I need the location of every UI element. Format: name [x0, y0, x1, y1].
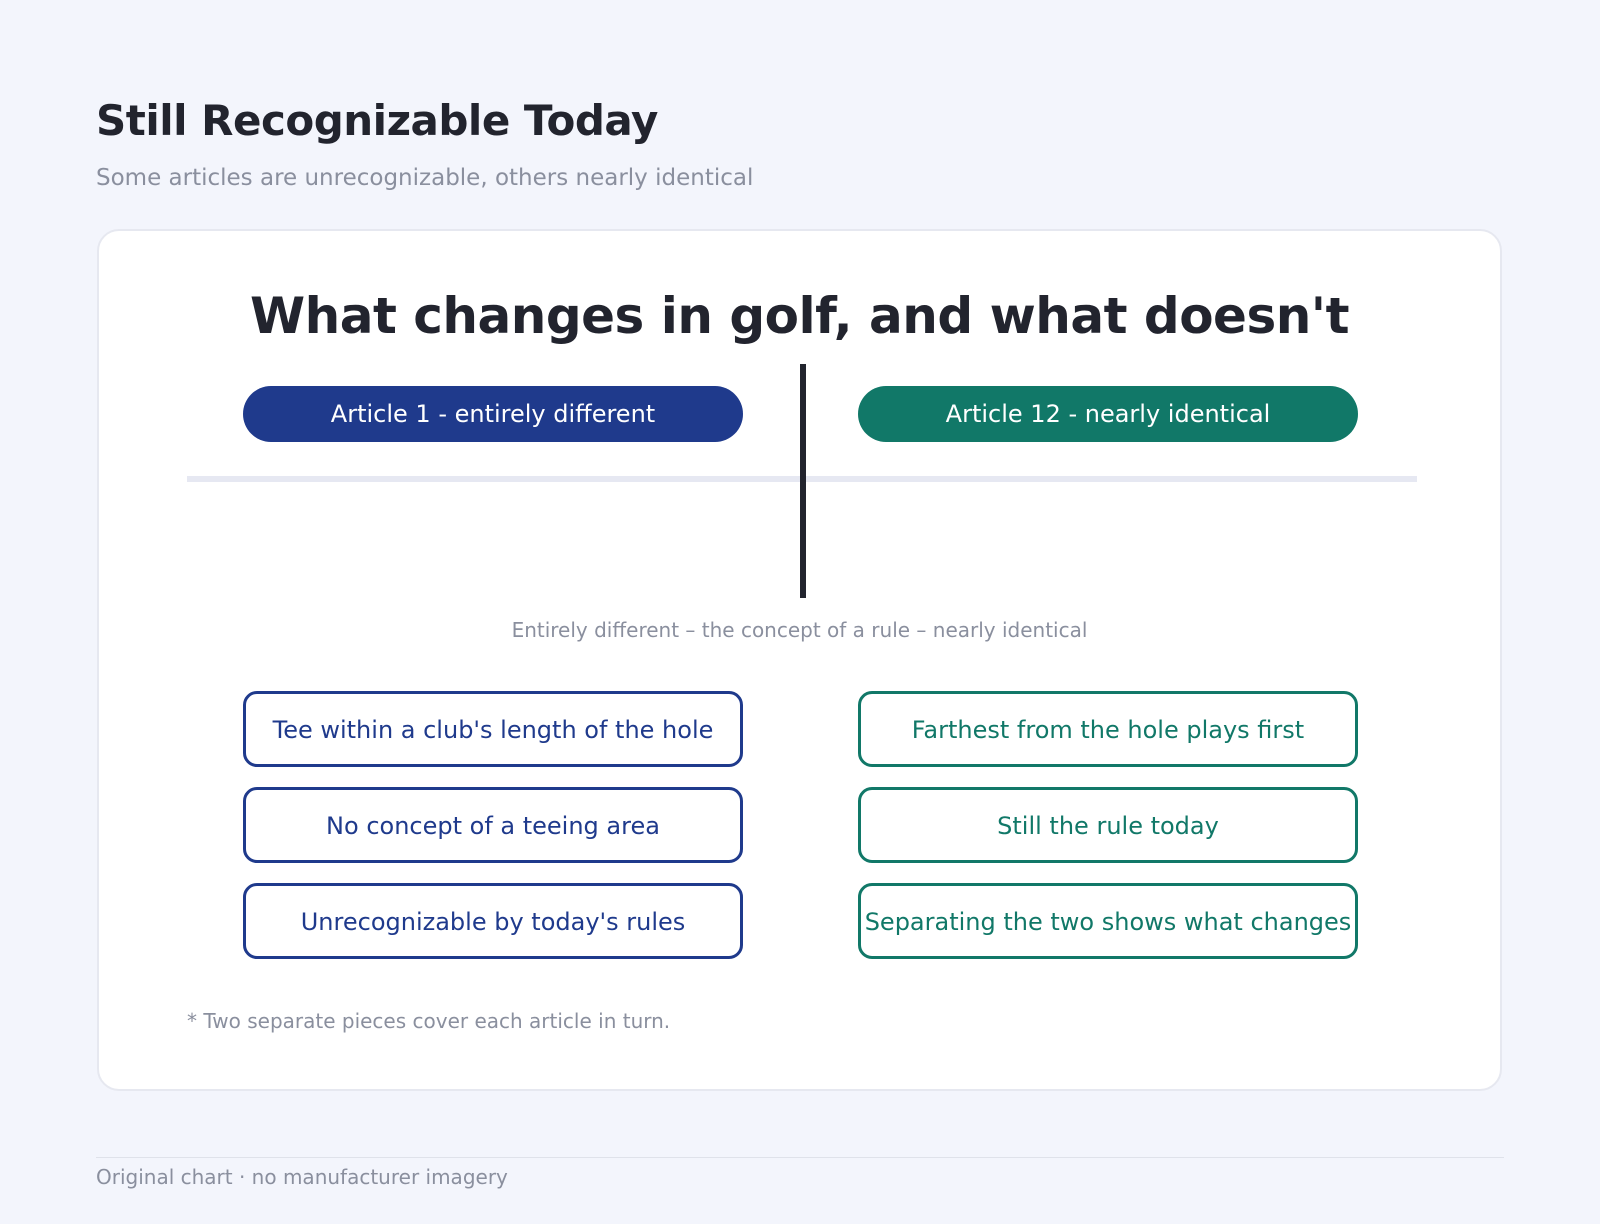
diagram-title: What changes in golf, and what doesn't — [249, 287, 1350, 345]
footnote: * Two separate pieces cover each article in turn. — [187, 1009, 671, 1033]
page-title: Still Recognizable Today — [96, 96, 658, 145]
article-1-point: No concept of a teeing area — [243, 787, 743, 863]
article-12-label: Article 12 - nearly identical — [858, 386, 1358, 442]
article-12-point: Separating the two shows what changes — [858, 883, 1358, 959]
diagram-card — [97, 229, 1502, 1091]
article-12-point: Still the rule today — [858, 787, 1358, 863]
article-1-label: Article 1 - entirely different — [243, 386, 743, 442]
center-vertical-line — [800, 364, 806, 598]
axis-caption: Entirely different – the concept of a rule – nearly identical — [511, 618, 1088, 642]
source-note: Original chart · no manufacturer imagery — [96, 1165, 508, 1189]
article-12-point: Farthest from the hole plays first — [858, 691, 1358, 767]
footer-divider — [96, 1157, 1504, 1158]
page-subtitle: Some articles are unrecognizable, others nearly identical — [96, 165, 754, 191]
article-1-point: Unrecognizable by today's rules — [243, 883, 743, 959]
article-1-point: Tee within a club's length of the hole — [243, 691, 743, 767]
